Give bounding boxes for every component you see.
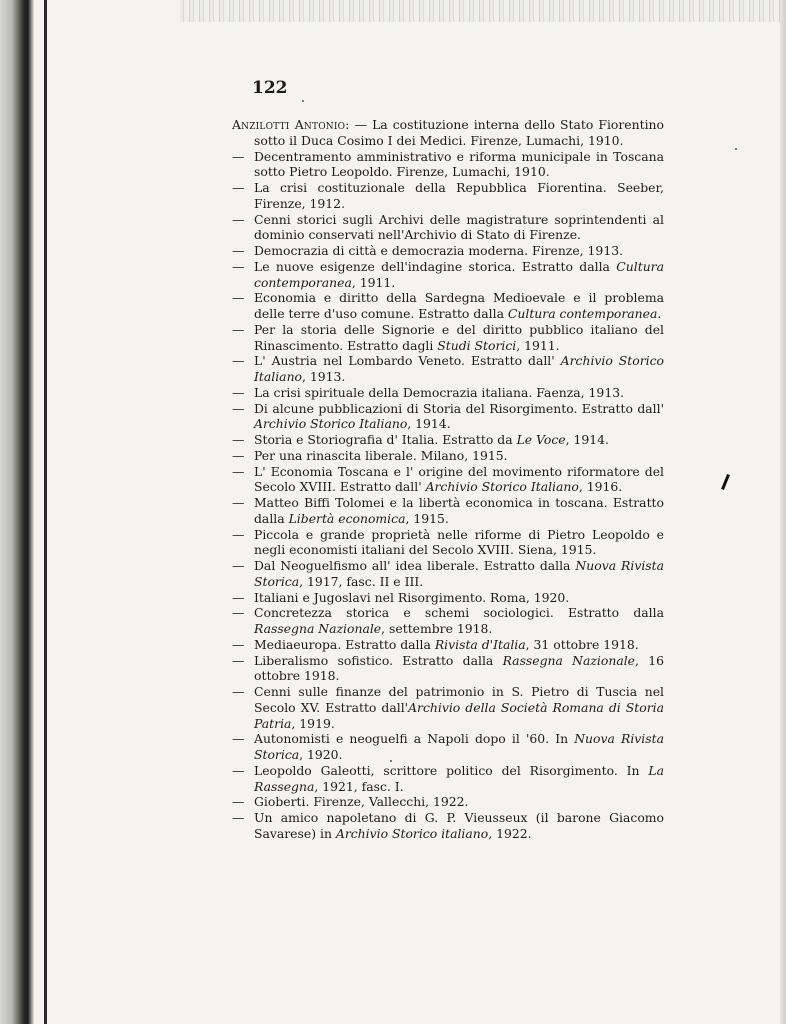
entry-text: Gioberti. Firenze, Vallecchi, 1922. (254, 794, 469, 810)
entry-dash: — (232, 432, 245, 447)
bibliography-entry (232, 448, 664, 464)
entry-source-title: Cultura contemporanea (507, 306, 658, 321)
bibliography-entry (232, 590, 664, 606)
entry-text: Dal Neoguelfismo all' idea liberale. Estratto dalla (254, 558, 576, 573)
entry-dash: — (232, 353, 245, 369)
scan-noise-top (180, 0, 786, 22)
entry-source-title: Archivio Storico italiano (335, 825, 489, 841)
entry-text: , 1922. (488, 825, 532, 841)
entry-text: , 1917, fasc. II e III. (299, 573, 424, 589)
entry-dash: — (232, 526, 245, 542)
entry-source-title: La Rassegna (254, 762, 664, 794)
entry-text: , 1914. (407, 416, 451, 432)
entry-dash: — (232, 400, 245, 416)
entry-text: , settembre 1918. (381, 621, 493, 636)
entry-dash: — (232, 589, 245, 605)
bibliography-list (232, 117, 664, 842)
bibliography-entry (232, 401, 664, 433)
entry-text: Liberalismo sofistico. Estratto dalla (254, 652, 503, 668)
entry-text: Piccola e grande proprietà nelle riforme di Pietro Leopoldo e negli economisti italiani del Secolo XVIII. Siena, 1915. (254, 526, 664, 558)
entry-text: Di alcune pubblicazioni di Storia del Risorgimento. Estratto dall' (254, 400, 664, 416)
entry-dash: — (232, 684, 245, 699)
entry-dash: — (232, 384, 245, 400)
entry-text: . (657, 306, 662, 321)
bibliography-entry (232, 558, 664, 590)
bibliography-entry (232, 117, 664, 149)
entry-text: , 1915. (405, 510, 449, 526)
bibliography-entry (232, 259, 664, 291)
bibliography-entry (232, 810, 664, 842)
bibliography-entry (232, 353, 664, 385)
entry-text: , 1911. (351, 274, 396, 290)
entry-source-title: Studi Storici (437, 337, 517, 353)
bibliography-entry (232, 432, 664, 448)
entry-text: , 1913. (302, 369, 346, 384)
bibliography-entry (232, 180, 664, 212)
entry-dash: — (232, 447, 245, 463)
entry-dash: — (232, 290, 245, 306)
bibliography-entry (232, 322, 664, 354)
page-right-edge (780, 0, 786, 1024)
entry-text: Leopoldo Galeotti, scrittore politico del Risorgimento. In (254, 762, 649, 778)
entry-source-title: Rassegna Nazionale (502, 652, 636, 668)
entry-text: , 1920. (299, 747, 343, 762)
bibliography-entry (232, 653, 664, 685)
bibliography-entry (232, 527, 664, 559)
entry-dash: — (232, 810, 245, 825)
entry-text: , 16 ottobre 1918. (254, 652, 664, 684)
entry-text: Per la storia delle Signorie e del diritto pubblico italiano del Rinascimento. Estratto dagli (254, 321, 664, 353)
bibliography-entry (232, 637, 664, 653)
bibliography-entry (232, 684, 664, 731)
entry-dash: — (232, 652, 245, 668)
entry-dash: — (232, 794, 245, 810)
entry-source-title: Le Voce (516, 432, 566, 447)
entry-text: , 1919. (291, 715, 335, 731)
bibliography-entry (232, 605, 664, 637)
entry-dash: — (232, 605, 245, 621)
bibliography-entry (232, 385, 664, 401)
entry-source-title: Nuova Rivista Storica (254, 558, 665, 589)
bibliography-entry (232, 464, 664, 496)
entry-text: — La costituzione interna dello Stato Fiorentino sotto il Duca Cosimo I dei Medici. Firenze, Lumachi, 1910. (254, 117, 664, 148)
entry-source-title: Cultura contemporanea (254, 258, 664, 290)
entry-dash: — (232, 148, 245, 164)
entry-text: La crisi spirituale della Democrazia italiana. Faenza, 1913. (254, 384, 625, 400)
entry-source-title: Nuova Rivista Storica (254, 731, 664, 762)
bibliography-entry (232, 731, 664, 763)
entry-text: Democrazia di città e democrazia moderna. Firenze, 1913. (254, 243, 624, 258)
entry-text: La crisi costituzionale della Repubblica Fiorentina. Seeber, Firenze, 1912. (254, 180, 664, 211)
bibliography-entry (232, 794, 664, 810)
entry-source-title: Archivio della Società Romana di Storia Patria (254, 699, 664, 731)
book-binding-shadow (0, 0, 34, 1024)
entry-text: L' Economia Toscana e l' origine del movimento riformatore del Secolo XVIII. Estratto dall' (254, 463, 664, 495)
entry-text: , 1921, fasc. I. (314, 778, 404, 794)
entry-source-title: Archivio Storico Italiano (254, 416, 408, 432)
bibliography-entry (232, 763, 664, 795)
entry-dash: — (232, 211, 245, 227)
entry-text: Autonomisti e neoguelfi a Napoli dopo il '60. In (254, 731, 575, 747)
entry-source-title: Archivio Storico Italiano (425, 479, 579, 495)
entry-text: Economia e diritto della Sardegna Medioevale e il problema delle terre d'uso comune. Estratto dalla (254, 290, 664, 321)
entry-dash: — (232, 258, 245, 274)
entry-text: Mediaeuropa. Estratto dalla (254, 636, 435, 652)
entry-text: Italiani e Jugoslavi nel Risorgimento. Roma, 1920. (254, 589, 570, 605)
entry-text: Le nuove esigenze dell'indagine storica. Estratto dalla (254, 258, 617, 274)
bibliography-entry (232, 149, 664, 181)
entry-text: Decentramento amministrativo e riforma municipale in Toscana sotto Pietro Leopoldo. Firenze, Lumachi, 1910. (254, 148, 664, 180)
bibliography-entry (232, 290, 664, 322)
bibliography-entry (232, 243, 664, 259)
entry-dash: — (232, 180, 245, 195)
entry-dash: — (232, 731, 245, 747)
entry-dash: — (232, 495, 245, 510)
scan-speck (735, 148, 737, 150)
scan-speck (302, 100, 304, 102)
entry-text: , 31 ottobre 1918. (525, 636, 639, 652)
entry-text: , 1914. (565, 432, 609, 447)
entry-text: Cenni sulle finanze del patrimonio in S. Pietro di Tuscia nel Secolo XV. Estratto dall' (254, 684, 664, 715)
entry-text: , 1916. (578, 479, 623, 495)
entry-text: , 1911. (516, 337, 560, 353)
entry-dash: — (232, 762, 245, 778)
entry-text: Cenni storici sugli Archivi delle magistrature soprintendenti al dominio conservati nell'Archivio di Stato di Firenze. (254, 211, 664, 243)
entry-source-title: Libertà economica (288, 510, 406, 526)
entry-dash: — (232, 321, 245, 337)
entry-text: Matteo Biffi Tolomei e la libertà economica in toscana. Estratto dalla (254, 495, 664, 526)
pen-mark (721, 474, 730, 490)
entry-text: Concretezza storica e schemi sociologici. Estratto dalla (254, 605, 664, 621)
page-number: 122 (252, 78, 288, 98)
entry-dash: — (232, 636, 245, 652)
entry-source-title: Archivio Storico Italiano (254, 353, 665, 384)
entry-text: L' Austria nel Lombardo Veneto. Estratto dall' (254, 353, 561, 369)
entry-text: Un amico napoletano di G. P. Vieusseux (il barone Giacomo Savarese) in (254, 810, 664, 841)
bibliography-entry (232, 212, 664, 244)
entry-text: Per una rinascita liberale. Milano, 1915. (254, 447, 508, 463)
entry-dash: — (232, 243, 245, 258)
bibliography-entry (232, 495, 664, 527)
entry-source-title: Rassegna Nazionale (254, 621, 382, 636)
entry-dash: — (232, 463, 245, 479)
binding-edge-line (44, 0, 47, 1024)
entry-text: Storia e Storiografia d' Italia. Estratto da (254, 432, 517, 447)
author-name: Anzilotti Antonio: (232, 117, 350, 132)
entry-dash: — (232, 558, 245, 573)
entry-source-title: Rivista d'Italia (434, 636, 526, 652)
